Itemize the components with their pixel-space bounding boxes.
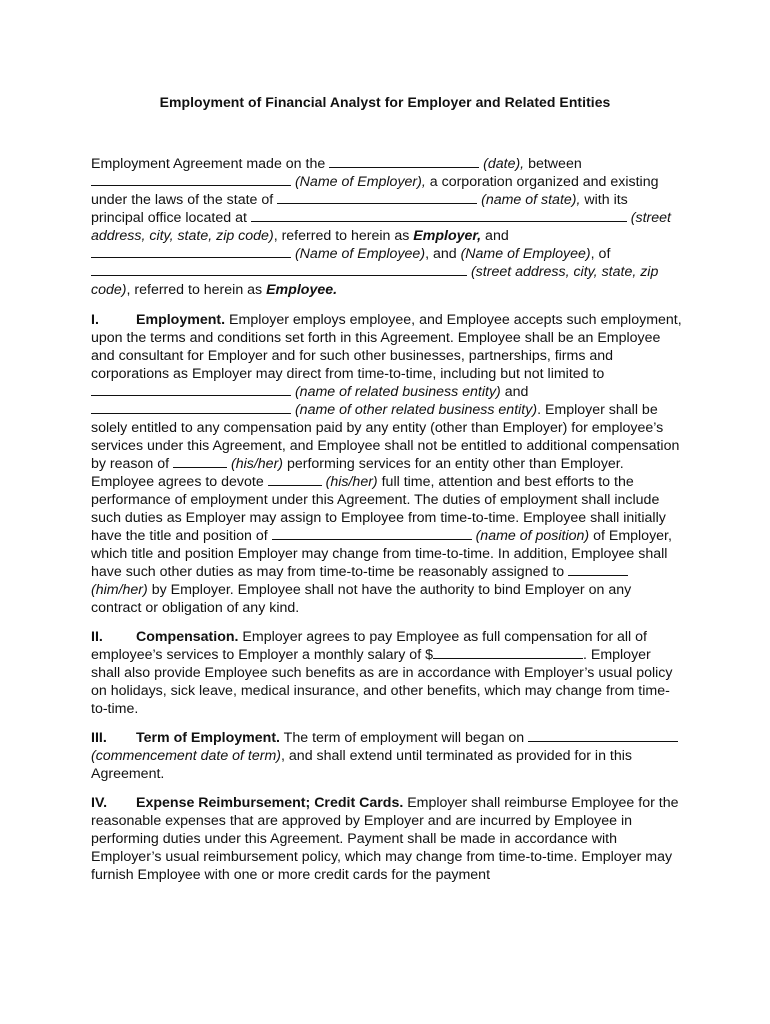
section-placeholder: (commencement date of term) [91,748,282,764]
commencement-date-blank [528,729,678,742]
section-number: II. [91,629,103,645]
intro-placeholder: (Name of Employer), [294,174,426,190]
pronoun-blank [173,455,227,468]
section-number: III. [91,730,107,746]
section-text: Employer agrees to pay Employee as full compensation for all of employee’s services to Employer a monthly salary of $ [91,629,647,663]
section-text: . Employer shall be solely entitled to any compensation paid by any entity (other than Employer) for employee’s services under this Agreement, and Employee shall not be entitled to additional compensation by reason of [91,402,680,472]
intro-text: Employment Agreement made on the [91,156,330,172]
salary-blank [433,646,583,659]
section-text: by Employer. Employee shall not have the authority to bind Employer on any contract or obligation of any kind. [91,582,632,616]
section-text: of Employer, which title and position Employer may change from time-to-time. In addition, Employee shall have such other duties as may from time-to-time be reasonably assigned to [91,528,672,580]
section-employment [91,311,683,617]
document-body [91,155,683,884]
section-placeholder: (him/her) [91,582,148,598]
intro-text: , referred to herein as [126,282,267,298]
section-heading: Term of Employment. [136,730,280,746]
section-text: and [500,384,529,400]
intro-text: with its principal office located at [91,192,628,226]
section-placeholder: (name of related business entity) [294,384,501,400]
section-text: , and shall extend until terminated as provided for in this Agreement. [91,748,632,782]
section-heading: Compensation. [136,629,239,645]
intro-text: a corporation organized and existing under the laws of the state of [91,174,659,208]
related-entity-blank [91,383,291,396]
section-placeholder: (name of position) [475,528,590,544]
intro-defined-term: Employee. [266,282,338,298]
intro-placeholder: (street address, city, state, zip code) [91,264,659,298]
section-text: The term of employment will began on [280,730,529,746]
section-heading: Expense Reimbursement; Credit Cards. [136,795,404,811]
section-text: Employer shall reimburse Employee for the reasonable expenses that are approved by Employer and are incurred by Employee in performing duties under this Agreement. Payment shall be made in accordance with Employer’s usual reimbursement policy, which may change from time-to-time. Employer may furnish Employee with one or more credit cards for the payment [91,795,679,883]
intro-defined-term: Employer, [413,228,482,244]
intro-text: , and [425,246,461,262]
section-text: full time, attention and best efforts to the performance of employment under this Agreement. The duties of employment shall include such duties as Employer may assign to Employee from time-to-time. Employee shall initially have the title and position of [91,474,666,544]
employer-address-blank [251,209,627,222]
position-blank [272,527,472,540]
section-placeholder: (his/her) [325,474,378,490]
section-placeholder: (his/her) [230,456,284,472]
section-number: I. [91,312,99,328]
section-compensation [91,628,683,718]
intro-placeholder: (name of state), [481,192,581,208]
section-term [91,729,683,783]
employer-name-blank [91,173,291,186]
other-entity-blank [91,401,291,414]
intro-text: and [481,228,509,244]
section-expense [91,794,683,884]
date-blank [329,155,479,168]
intro-text: , of [590,246,611,262]
state-blank [277,191,477,204]
section-text: performing services for an entity other than Employer. Employee agrees to devote [91,456,624,490]
intro-placeholder: (date), [483,156,525,172]
employee-name-blank [91,245,291,258]
pronoun-blank [268,473,322,486]
intro-paragraph [91,155,683,299]
section-heading: Employment. [136,312,226,328]
section-text: Employer employs employee, and Employee accepts such employment, upon the terms and conditions set forth in this Agreement. Employee shall be an Employee and consultant for Employer and for such other businesses, partnerships, firms and corporations as Employer may direct from time-to-time, including but not limited to [91,312,682,382]
intro-placeholder: (Name of Employee) [460,246,591,262]
document-title: Employment of Financial Analyst for Employer and Related Entities [159,94,611,110]
intro-placeholder: (street address, city, state, zip code) [91,210,672,244]
section-number: IV. [91,795,108,811]
pronoun-blank [568,563,628,576]
intro-placeholder: (Name of Employee) [294,246,426,262]
employee-address-blank [91,263,467,276]
section-text: . Employer shall also provide Employee such benefits as are in accordance with Employer’s usual policy on holidays, sick leave, medical insurance, and other benefits, which may change from time-to-time. [91,647,673,717]
intro-text: , referred to herein as [273,228,414,244]
intro-text: between [524,156,582,172]
section-placeholder: (name of other related business entity) [294,402,538,418]
